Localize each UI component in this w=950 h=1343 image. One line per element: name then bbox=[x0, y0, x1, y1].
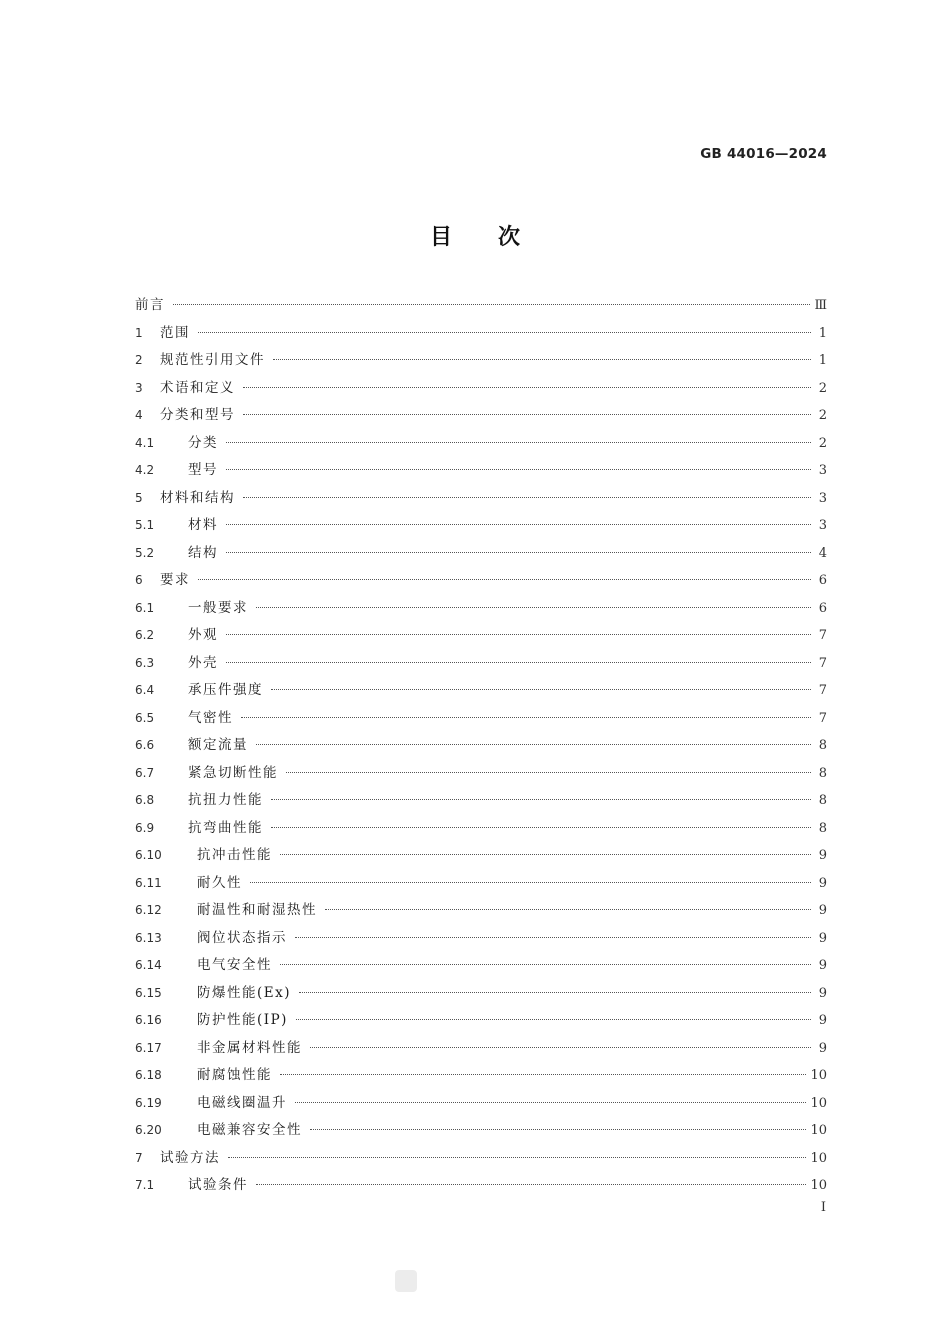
toc-entry-number: 7 bbox=[135, 1150, 143, 1165]
toc-entry[interactable] bbox=[135, 1172, 827, 1200]
dot-leader bbox=[299, 991, 811, 993]
dot-leader bbox=[243, 386, 811, 388]
toc-entry-page: 7 bbox=[818, 655, 827, 671]
toc-entry-label: 承压件强度 bbox=[188, 682, 263, 698]
toc-entry[interactable] bbox=[135, 347, 827, 375]
toc-entry[interactable] bbox=[135, 925, 827, 953]
toc-entry-number: 6.20 bbox=[135, 1123, 162, 1137]
toc-entry-number: 7.1 bbox=[135, 1178, 155, 1192]
toc-entry[interactable] bbox=[135, 1062, 827, 1090]
toc-entry-label: 电气安全性 bbox=[197, 957, 272, 973]
toc-entry[interactable] bbox=[135, 595, 827, 623]
toc-entry[interactable] bbox=[135, 815, 827, 843]
toc-entry-label: 非金属材料性能 bbox=[197, 1039, 302, 1056]
dot-leader bbox=[198, 331, 811, 333]
toc-entry-label: 型号 bbox=[188, 462, 218, 478]
toc-entry[interactable] bbox=[135, 292, 827, 320]
toc-entry-page: 9 bbox=[818, 1040, 827, 1056]
toc-entry-label: 气密性 bbox=[188, 709, 233, 726]
toc-entry-label: 一般要求 bbox=[188, 599, 248, 616]
toc-entry-page: 9 bbox=[818, 930, 827, 946]
table-of-contents bbox=[135, 292, 827, 1200]
toc-entry-number: 6.17 bbox=[135, 1040, 162, 1055]
toc-entry-number: 6.15 bbox=[135, 985, 162, 1000]
toc-entry[interactable] bbox=[135, 430, 827, 458]
toc-entry-number: 6.3 bbox=[135, 655, 155, 670]
toc-entry-number: 6.9 bbox=[135, 820, 155, 835]
dot-leader bbox=[243, 413, 811, 415]
toc-entry[interactable] bbox=[135, 897, 827, 925]
toc-entry-page: 7 bbox=[818, 628, 827, 643]
dot-leader bbox=[280, 853, 811, 855]
standard-number: GB 44016—2024 bbox=[700, 146, 827, 162]
toc-entry-page: 4 bbox=[818, 545, 827, 561]
toc-entry-page: 3 bbox=[818, 518, 827, 533]
toc-entry-label: 规范性引用文件 bbox=[160, 352, 265, 368]
toc-entry-page: 2 bbox=[818, 380, 827, 396]
toc-entry-label: 防爆性能(Ex) bbox=[197, 984, 292, 1001]
toc-entry[interactable] bbox=[135, 320, 827, 348]
toc-entry-label: 分类和型号 bbox=[160, 407, 235, 423]
toc-entry[interactable] bbox=[135, 1090, 827, 1118]
toc-entry-label: 材料和结构 bbox=[160, 489, 235, 506]
watermark-stamp bbox=[395, 1270, 417, 1292]
toc-entry-label: 阀位状态指示 bbox=[197, 929, 287, 946]
toc-entry-page: 9 bbox=[818, 985, 827, 1001]
toc-entry-label: 耐温性和耐湿热性 bbox=[197, 902, 317, 918]
dot-leader bbox=[295, 1101, 806, 1103]
toc-entry-label: 结构 bbox=[188, 544, 218, 561]
toc-entry-page: 6 bbox=[818, 573, 827, 588]
toc-entry-number: 6.19 bbox=[135, 1095, 162, 1110]
toc-entry-page: 10 bbox=[810, 1095, 827, 1111]
toc-entry-page: 3 bbox=[818, 463, 827, 478]
toc-entry-number: 6.13 bbox=[135, 930, 162, 945]
toc-entry[interactable] bbox=[135, 732, 827, 760]
toc-entry-page: 8 bbox=[818, 820, 827, 836]
dot-leader bbox=[271, 826, 811, 828]
toc-entry-page: 10 bbox=[810, 1068, 827, 1083]
toc-entry[interactable] bbox=[135, 485, 827, 513]
dot-leader bbox=[226, 633, 811, 635]
toc-entry-label: 范围 bbox=[160, 324, 190, 341]
toc-entry-number: 4.2 bbox=[135, 463, 155, 477]
toc-entry[interactable] bbox=[135, 870, 827, 898]
toc-entry-number: 6.2 bbox=[135, 628, 155, 642]
toc-entry-number: 6.1 bbox=[135, 600, 155, 615]
toc-entry-number: 6.4 bbox=[135, 683, 155, 697]
toc-entry-number: 5.2 bbox=[135, 545, 155, 560]
toc-entry-label: 紧急切断性能 bbox=[188, 764, 278, 781]
toc-entry-number: 6.18 bbox=[135, 1068, 162, 1082]
toc-entry-label: 前言 bbox=[135, 297, 165, 313]
dot-leader bbox=[256, 743, 811, 745]
dot-leader bbox=[226, 441, 811, 443]
dot-leader bbox=[228, 1156, 806, 1158]
toc-entry-page: 1 bbox=[818, 325, 827, 341]
toc-entry[interactable] bbox=[135, 980, 827, 1008]
dot-leader bbox=[286, 771, 811, 773]
toc-entry-number: 6.7 bbox=[135, 765, 155, 780]
toc-entry-page: 9 bbox=[818, 958, 827, 973]
toc-entry-number: 4.1 bbox=[135, 435, 155, 450]
toc-entry-page: 9 bbox=[818, 875, 827, 891]
dot-leader bbox=[241, 716, 811, 718]
toc-entry[interactable] bbox=[135, 567, 827, 595]
toc-entry[interactable] bbox=[135, 952, 827, 980]
toc-entry-page: 7 bbox=[818, 710, 827, 726]
dot-leader bbox=[226, 551, 811, 553]
toc-entry-label: 耐腐蚀性能 bbox=[197, 1067, 272, 1083]
dot-leader bbox=[226, 523, 811, 525]
toc-entry[interactable] bbox=[135, 375, 827, 403]
dot-leader bbox=[280, 963, 811, 965]
toc-entry-page: 6 bbox=[818, 600, 827, 616]
toc-entry-page: 8 bbox=[818, 793, 827, 808]
toc-entry-label: 外壳 bbox=[188, 654, 218, 671]
toc-entry-page: Ⅲ bbox=[814, 298, 827, 313]
toc-entry[interactable] bbox=[135, 842, 827, 870]
dot-leader bbox=[256, 606, 811, 608]
toc-entry-number: 6.6 bbox=[135, 738, 155, 752]
page-title: 目次 bbox=[429, 225, 566, 250]
toc-entry[interactable] bbox=[135, 677, 827, 705]
toc-entry-number: 6.12 bbox=[135, 903, 162, 917]
toc-entry-label: 电磁兼容安全性 bbox=[197, 1122, 302, 1138]
toc-entry[interactable] bbox=[135, 1117, 827, 1145]
toc-entry-number: 2 bbox=[135, 353, 143, 367]
toc-entry-number: 5.1 bbox=[135, 518, 155, 532]
toc-entry-page: 9 bbox=[818, 1013, 827, 1028]
dot-leader bbox=[256, 1183, 806, 1185]
toc-entry-label: 术语和定义 bbox=[160, 379, 235, 396]
toc-entry-number: 6.14 bbox=[135, 958, 162, 972]
toc-entry-number: 6.16 bbox=[135, 1013, 162, 1027]
toc-entry[interactable] bbox=[135, 540, 827, 568]
toc-entry-number: 6.10 bbox=[135, 848, 162, 862]
toc-entry[interactable] bbox=[135, 457, 827, 485]
toc-entry-label: 防护性能(IP) bbox=[197, 1012, 288, 1028]
toc-entry[interactable] bbox=[135, 1145, 827, 1173]
toc-entry-number: 6 bbox=[135, 573, 143, 587]
page-number: I bbox=[820, 1200, 826, 1215]
toc-entry-number: 4 bbox=[135, 408, 143, 422]
dot-leader bbox=[273, 358, 811, 360]
toc-entry-label: 要求 bbox=[160, 572, 190, 588]
toc-entry-number: 6.11 bbox=[135, 875, 162, 890]
toc-entry-number: 3 bbox=[135, 380, 143, 395]
toc-entry-label: 耐久性 bbox=[197, 874, 242, 891]
toc-entry-number: 5 bbox=[135, 490, 143, 505]
toc-entry-page: 10 bbox=[810, 1178, 827, 1193]
toc-entry-page: 7 bbox=[818, 683, 827, 698]
dot-leader bbox=[226, 468, 811, 470]
toc-entry-page: 2 bbox=[818, 435, 827, 451]
toc-entry-number: 1 bbox=[135, 325, 143, 340]
dot-leader bbox=[310, 1128, 806, 1130]
toc-entry-label: 试验条件 bbox=[188, 1177, 248, 1193]
toc-entry-label: 分类 bbox=[188, 434, 218, 451]
toc-entry[interactable] bbox=[135, 402, 827, 430]
dot-leader bbox=[243, 496, 811, 498]
dot-leader bbox=[271, 798, 811, 800]
toc-entry-number: 6.8 bbox=[135, 793, 155, 807]
toc-entry[interactable] bbox=[135, 1007, 827, 1035]
toc-entry-label: 抗弯曲性能 bbox=[188, 819, 263, 836]
toc-entry[interactable] bbox=[135, 1035, 827, 1063]
toc-entry[interactable] bbox=[135, 512, 827, 540]
dot-leader bbox=[198, 578, 811, 580]
toc-entry-number: 6.5 bbox=[135, 710, 155, 725]
dot-leader bbox=[325, 908, 811, 910]
dot-leader bbox=[173, 303, 810, 305]
dot-leader bbox=[226, 661, 811, 663]
toc-entry-page: 9 bbox=[818, 903, 827, 918]
toc-entry-label: 抗扭力性能 bbox=[188, 792, 263, 808]
toc-entry-label: 抗冲击性能 bbox=[197, 847, 272, 863]
dot-leader bbox=[271, 688, 811, 690]
dot-leader bbox=[280, 1073, 806, 1075]
toc-entry-label: 试验方法 bbox=[160, 1149, 220, 1166]
toc-entry-label: 材料 bbox=[188, 517, 218, 533]
toc-entry-page: 1 bbox=[818, 353, 827, 368]
toc-entry-page: 3 bbox=[818, 490, 827, 506]
toc-entry-label: 外观 bbox=[188, 627, 218, 643]
toc-entry-label: 额定流量 bbox=[188, 737, 248, 753]
dot-leader bbox=[296, 1018, 811, 1020]
toc-entry-page: 8 bbox=[818, 738, 827, 753]
toc-entry[interactable] bbox=[135, 650, 827, 678]
toc-entry[interactable] bbox=[135, 787, 827, 815]
dot-leader bbox=[250, 881, 811, 883]
toc-entry[interactable] bbox=[135, 760, 827, 788]
dot-leader bbox=[295, 936, 811, 938]
toc-entry-page: 9 bbox=[818, 848, 827, 863]
toc-entry-label: 电磁线圈温升 bbox=[197, 1094, 287, 1111]
toc-entry[interactable] bbox=[135, 705, 827, 733]
toc-entry-page: 8 bbox=[818, 765, 827, 781]
toc-entry-page: 10 bbox=[810, 1123, 827, 1138]
toc-entry-page: 2 bbox=[818, 408, 827, 423]
toc-entry-page: 10 bbox=[810, 1150, 827, 1166]
dot-leader bbox=[310, 1046, 811, 1048]
toc-entry[interactable] bbox=[135, 622, 827, 650]
